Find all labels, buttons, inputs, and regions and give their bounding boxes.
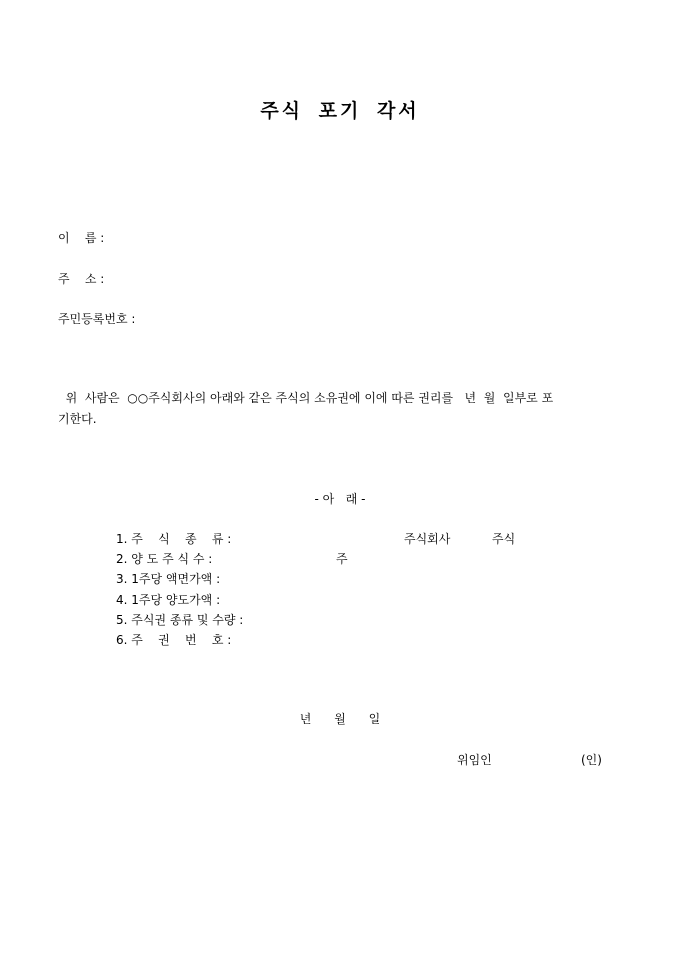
date-line: 년 월 일 [299, 712, 381, 726]
item-certificate-number-label: 6. 주 권 번 호 : [116, 633, 232, 647]
seal-label: (인) [581, 753, 602, 767]
paragraph-line-1: 위 사람은 ○○주식회사의 아래와 같은 주식의 소유권에 이에 따른 권리를 년 월 일부로 포 [58, 391, 554, 405]
item-par-value-label: 3. 1주당 액면가액 : [116, 572, 221, 586]
signer-label: 위임인 [457, 753, 492, 767]
item-transfer-price-label: 4. 1주당 양도가액 : [116, 593, 221, 607]
item-stock-type-company: 주식회사 [404, 532, 451, 546]
item-stock-type-suffix: 주식 [492, 532, 516, 546]
item-certificate-type-label: 5. 주식권 종류 및 수량 : [116, 613, 244, 627]
document-title: 주식 포기 각서 [260, 100, 420, 122]
rrn-field-label: 주민등록번호 : [58, 312, 136, 326]
address-field-label: 주 소 : [58, 272, 105, 286]
paragraph-line-2: 기한다. [58, 412, 97, 426]
item-transfer-count-label: 2. 양 도 주 식 수 : [116, 552, 213, 566]
item-transfer-count-unit: 주 [336, 552, 348, 566]
name-field-label: 이 름 : [58, 231, 105, 245]
item-stock-type-label: 1. 주 식 종 류 : [116, 532, 232, 546]
section-heading: - 아 래 - [314, 492, 366, 506]
body-paragraph [58, 388, 614, 430]
